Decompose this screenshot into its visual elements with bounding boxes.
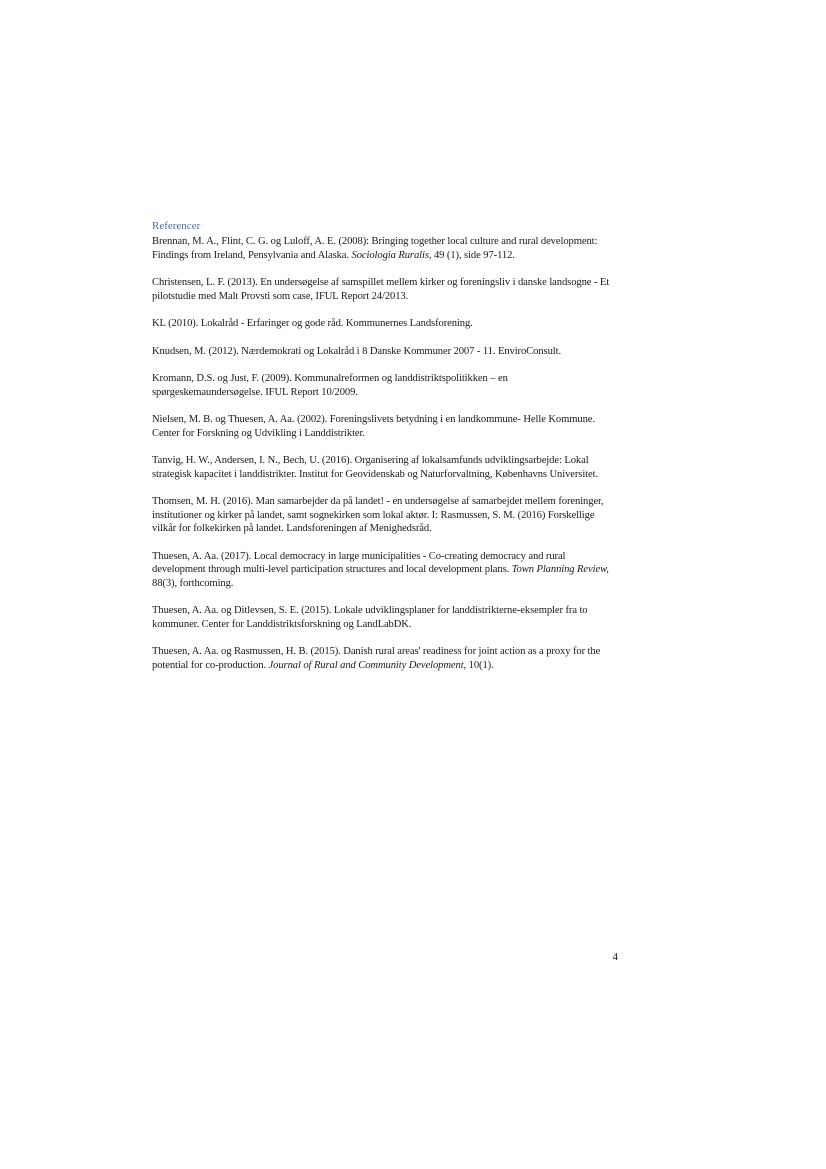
reference-entry	[152, 550, 614, 591]
reference-journal: Town Planning Review,	[511, 564, 609, 575]
reference-journal: Journal of Rural and Community Development,	[268, 659, 467, 671]
reference-text: Thuesen, A. Aa. og Ditlevsen, S. E. (2015). Lokale udviklingsplaner for landdistrikterne-eksempler fra to kommuner. Center for Landdistriktsforskning og LandLabDK.	[152, 605, 588, 630]
page-number: 4	[612, 951, 618, 963]
reference-entry	[152, 372, 614, 399]
reference-text: Thuesen, A. Aa. og Rasmussen, H. B. (2015). Danish rural areas' readiness for joint action as a proxy for the potential for co-production.	[152, 646, 601, 671]
reference-volume: 88(3), forthcoming.	[152, 577, 234, 589]
reference-text: KL (2010). Lokalråd - Erfaringer og gode råd. Kommunernes Landsforening.	[152, 318, 473, 329]
references-section	[152, 220, 614, 686]
reference-entry	[152, 317, 614, 331]
reference-text: Tanvig, H. W., Andersen, I. N., Bech, U. (2016). Organisering af lokalsamfunds udviklingsarbejde: Lokal strategisk kapacitet i landdistrikter. Institut for Geovidenskab og Naturforvaltning, Københavns Universitet.	[152, 455, 598, 480]
reference-journal: Sociologia Ruralis,	[351, 249, 432, 261]
reference-entry	[152, 413, 614, 440]
reference-entry	[152, 645, 614, 672]
reference-entry	[152, 235, 614, 262]
reference-entry	[152, 454, 614, 481]
reference-text: Nielsen, M. B. og Thuesen, A. Aa. (2002). Foreningslivets betydning i en landkommune- Helle Kommune. Center for Forskning og Udvikling i Landdistrikter.	[152, 414, 595, 439]
reference-text: Brennan, M. A., Flint, C. G. og Luloff, A. E. (2008): Bringing together local culture and rural development: Findings from Ireland, Pensylvania and Alaska.	[152, 236, 598, 261]
reference-text: Christensen, L. F. (2013). En undersøgelse af samspillet mellem kirker og foreningsliv i danske landsogne - Et pilotstudie med Malt Provsti som case, IFUL Report 24/2013.	[152, 277, 610, 302]
reference-volume: 49 (1), side 97-112.	[431, 249, 515, 261]
reference-volume: 10(1).	[466, 659, 494, 671]
reference-entry	[152, 604, 614, 631]
reference-text: Thuesen, A. Aa. (2017). Local democracy in large municipalities - Co-creating democracy and rural development through multi-level participation structures and local development plans.	[152, 550, 566, 575]
reference-text: Thomsen, M. H. (2016). Man samarbejder da på landet! - en undersøgelse af samarbejdet mellem foreninger, institutioner og kirker på landet, samt sognekirken som lokal aktør. I: Rasmussen, S. M. (2016) Forskellige vilkår for folkekirken på landet. Landsforeningen af Menighedsråd.	[152, 496, 604, 534]
references-heading: Referencer	[152, 220, 201, 232]
reference-entry	[152, 276, 614, 303]
reference-entry	[152, 345, 614, 359]
reference-entry	[152, 495, 614, 536]
reference-text: Knudsen, M. (2012). Nærdemokrati og Lokalråd i 8 Danske Kommuner 2007 - 11. EnviroConsult.	[152, 345, 561, 357]
reference-text: Kromann, D.S. og Just, F. (2009). Kommunalreformen og landdistriktspolitikken – en spørgeskemaundersøgelse. IFUL Report 10/2009.	[152, 373, 508, 398]
